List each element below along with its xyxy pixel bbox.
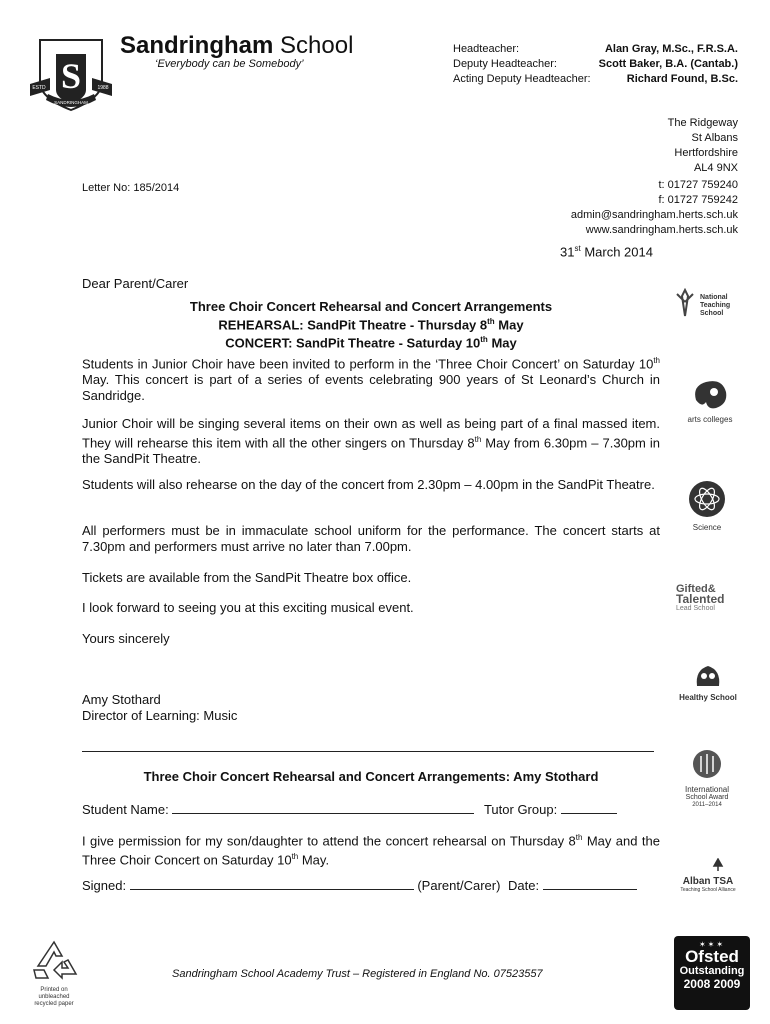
signature-row: Signed: (Parent/Carer) Date: (82, 877, 660, 894)
date-field[interactable] (543, 877, 637, 890)
paragraph-tickets: Tickets are available from the SandPit Theatre box office. (82, 570, 412, 585)
signatory-title: Director of Learning: Music (82, 708, 238, 723)
national-teaching-school-badge: National Teaching School (674, 288, 744, 318)
globe-icon (691, 748, 723, 780)
alban-tree-icon (708, 858, 728, 872)
student-name-row: Student Name: Tutor Group: (82, 801, 660, 818)
signatory-name: Amy Stothard (82, 692, 161, 707)
closing: Yours sincerely (82, 631, 170, 646)
school-contact: t: 01727 759240 f: 01727 759242 admin@sandringham.herts.sch.uk www.sandringham.herts.sch.uk (570, 179, 738, 236)
staff-row-deputy: Deputy Headteacher: Scott Baker, B.A. (Cantab.) (453, 58, 738, 70)
staff-row-headteacher: Headteacher: Alan Gray, M.Sc., F.R.S.A. (453, 43, 738, 55)
recycle-icon (28, 938, 80, 982)
svg-text:1988: 1988 (97, 85, 109, 91)
svg-text:S: S (60, 56, 82, 96)
ofsted-stars-icon: ✶✶✶ (698, 940, 726, 949)
paragraph-closing-remark: I look forward to seeing you at this exciting musical event. (82, 600, 414, 615)
atom-icon (687, 480, 727, 518)
letter-number: Letter No: 185/2014 (82, 182, 180, 194)
slip-title: Three Choir Concert Rehearsal and Concert Arrangements: Amy Stothard (143, 769, 599, 784)
paragraph-day-rehearsal: Students will also rehearse on the day of the concert from 2.30pm – 4.00pm in the SandPit Theatre. (82, 477, 655, 492)
svg-text:ESTD: ESTD (32, 85, 46, 91)
school-motto: ‘Everybody can be Somebody’ (155, 58, 304, 70)
gifted-talented-badge: Gifted& Talented Lead School (676, 583, 725, 612)
alban-tsa-badge: Alban TSA Teaching School Alliance (676, 858, 740, 893)
tutor-group-field[interactable] (561, 801, 617, 814)
greeting: Dear Parent/Carer (82, 276, 189, 291)
arts-colleges-badge: arts colleges (678, 378, 742, 424)
school-crest-logo (28, 38, 114, 114)
signature-field[interactable] (130, 877, 414, 890)
student-name-field[interactable] (172, 801, 474, 814)
paragraph-intro: Students in Junior Choir have been invited to perform in the ‘Three Choir Concert’ on Saturday 10th May. This concert is part of a series of events celebrating 900 years of St Leonard’s Church in Sandridge. (82, 356, 660, 404)
ofsted-outstanding-badge: ✶✶✶ Ofsted Outstanding 2008 2009 (674, 936, 750, 1010)
teaching-figure-icon (674, 288, 696, 318)
tear-off-divider (82, 751, 654, 752)
staff-list (453, 42, 738, 87)
svg-text:SANDRINGHAM: SANDRINGHAM (54, 100, 88, 105)
palette-icon (690, 378, 730, 412)
signatory (82, 692, 660, 724)
healthy-school-badge: Healthy School (676, 662, 740, 702)
science-badge: Science (682, 480, 732, 532)
healthy-people-icon (693, 662, 723, 688)
staff-row-acting-deputy: Acting Deputy Headteacher: Richard Found, B.Sc. (453, 73, 738, 85)
paragraph-rehearsal: Junior Choir will be singing several items on their own as well as being part of a final massed item. They will rehearse this item with all the other singers on Thursday 8th May from 6.30pm – 7.30pm in the SandPit Theatre. (82, 416, 660, 467)
letter-title: Three Choir Concert Rehearsal and Concert Arrangements REHEARSAL: SandPit Theatre - Thursday 8th May CONCERT: SandPit Theatre - Saturday 10th May (189, 299, 553, 351)
school-name: Sandringham School (120, 32, 354, 59)
footer-registration: Sandringham School Academy Trust – Registered in England No. 07523557 (172, 968, 543, 980)
permission-statement: I give permission for my son/daughter to attend the concert rehearsal on Thursday 8th May and the Three Choir Concert on Saturday 10th May. (82, 833, 660, 868)
letter-date: 31st March 2014 (560, 244, 653, 260)
recycled-paper-badge: Printed on unbleached recycled paper (22, 938, 86, 1008)
international-school-award-badge: International School Award 2011–2014 (672, 748, 742, 808)
paragraph-uniform: All performers must be in immaculate school uniform for the performance. The concert starts at 7.30pm and performers must arrive no later than 7.00pm. (82, 523, 660, 554)
school-address: The Ridgeway St Albans Hertfordshire AL4 9NX (667, 117, 738, 174)
